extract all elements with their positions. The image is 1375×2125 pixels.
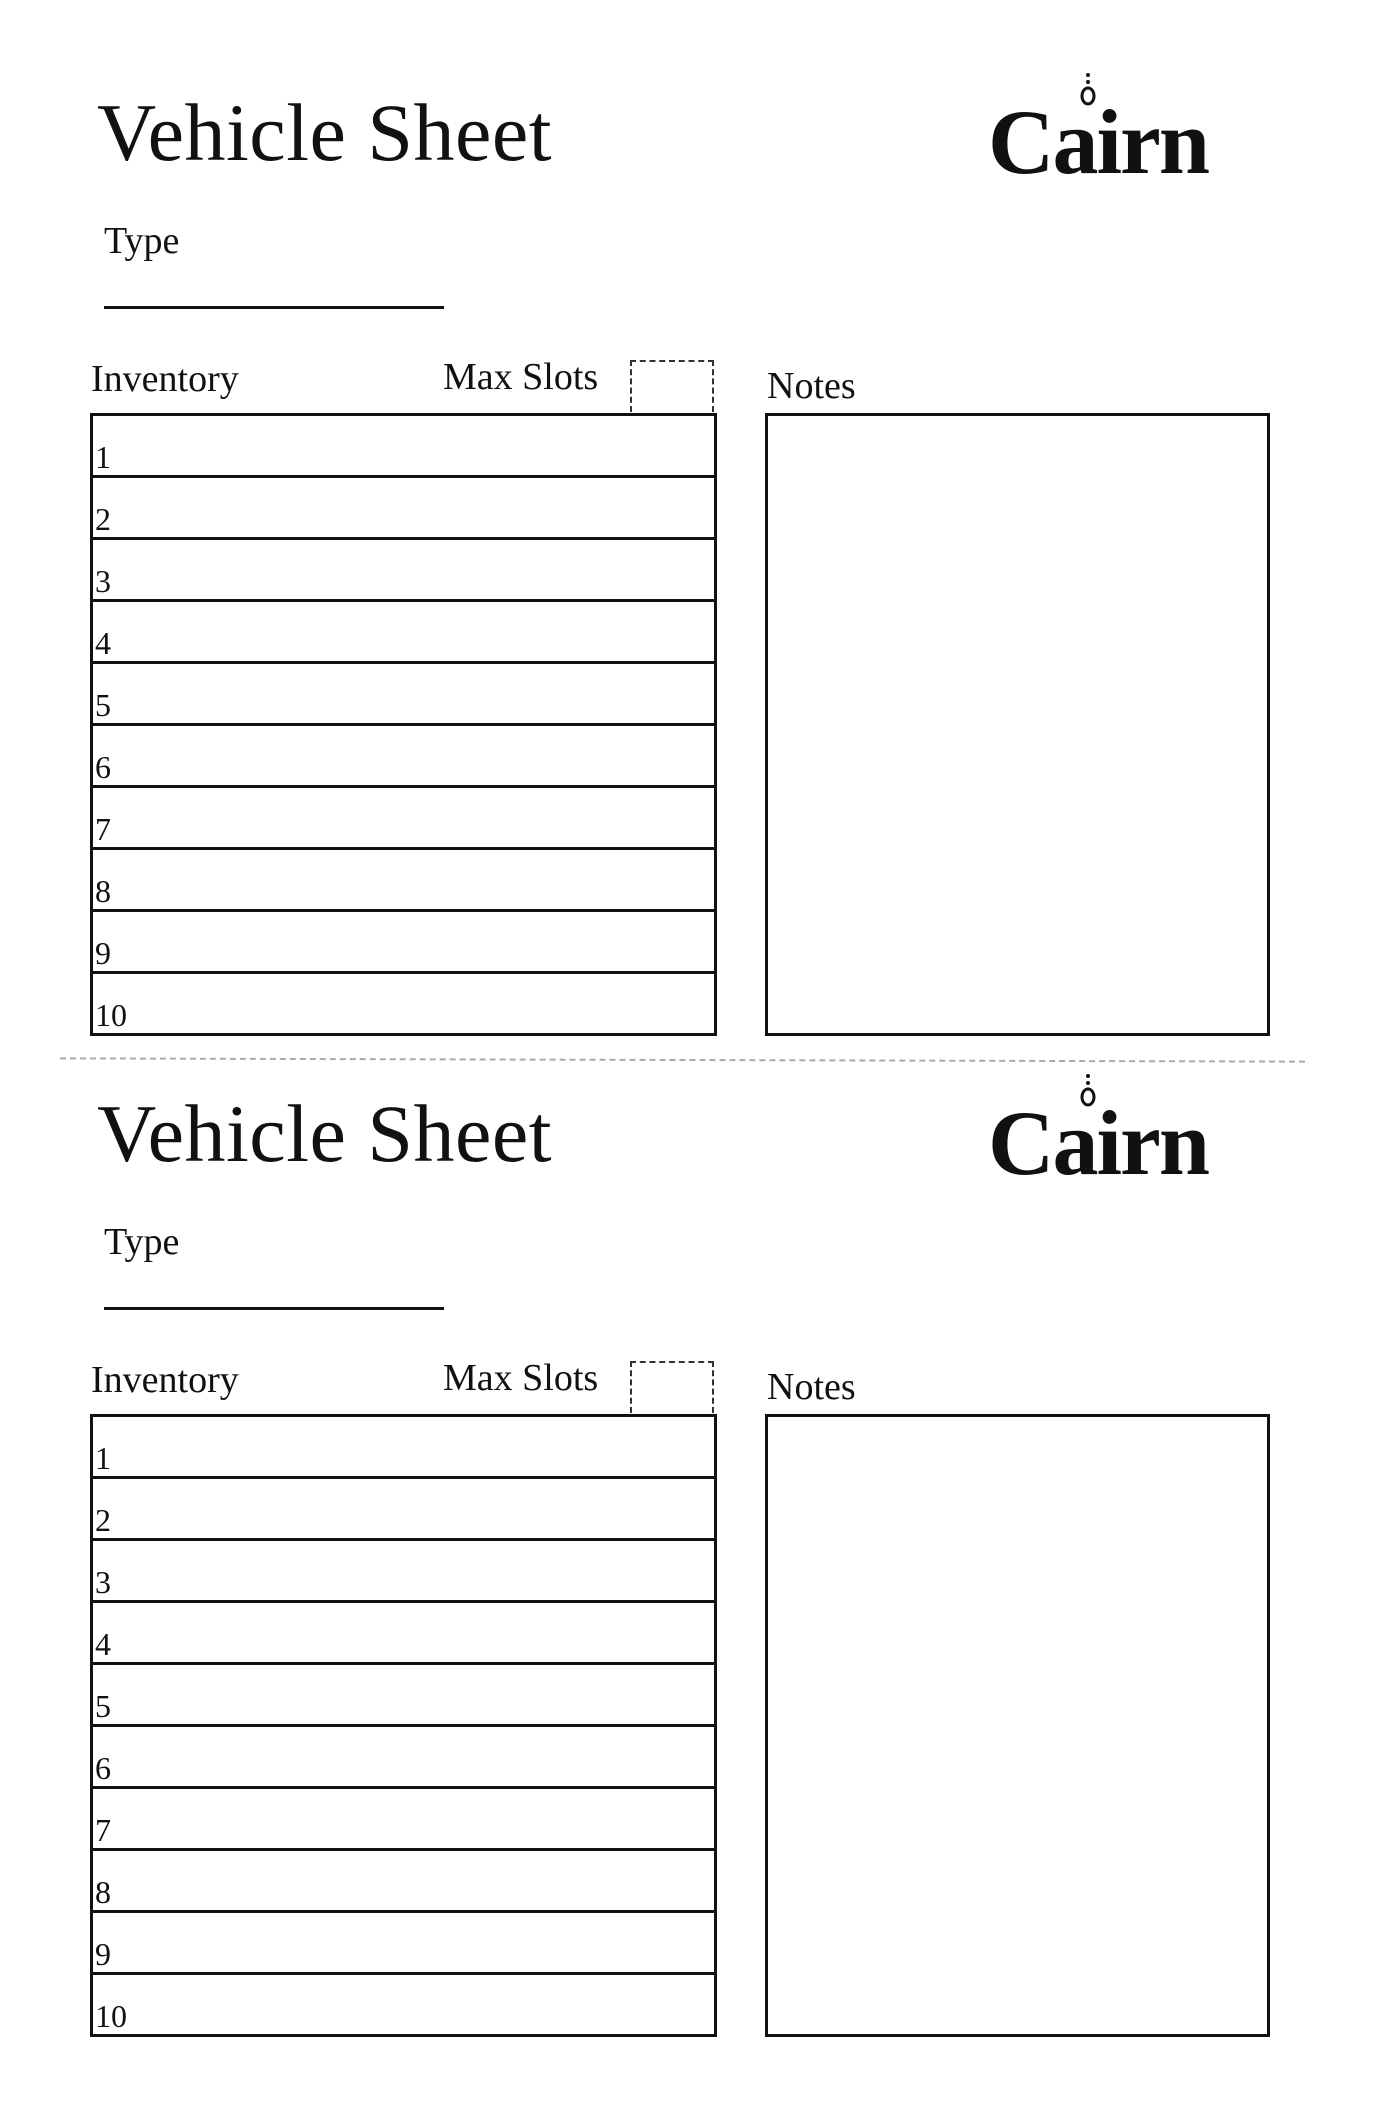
inventory-slot[interactable] xyxy=(93,416,714,478)
slot-number: 5 xyxy=(95,1688,111,1724)
inventory-slot[interactable] xyxy=(93,726,714,788)
slot-number: 8 xyxy=(95,873,111,909)
type-label: Type xyxy=(104,220,180,262)
slot-number: 4 xyxy=(95,625,111,661)
slot-number: 10 xyxy=(95,997,127,1033)
slot-number: 2 xyxy=(95,1502,111,1538)
slot-number: 6 xyxy=(95,1750,111,1786)
max-slots-field[interactable] xyxy=(630,360,714,412)
logo-text: Cairn xyxy=(988,1092,1208,1194)
max-slots-label: Max Slots xyxy=(443,1357,599,1399)
inventory-slot[interactable] xyxy=(93,1603,714,1665)
inventory-label: Inventory xyxy=(91,358,239,400)
notes-field[interactable] xyxy=(765,1414,1270,2037)
notes-label: Notes xyxy=(767,1366,856,1408)
inventory-label: Inventory xyxy=(91,1359,239,1401)
type-field[interactable] xyxy=(104,1307,444,1310)
cairn-logo xyxy=(988,72,1208,193)
sheet-title: Vehicle Sheet xyxy=(97,1088,553,1179)
inventory-slot[interactable] xyxy=(93,850,714,912)
max-slots-field[interactable] xyxy=(630,1361,714,1413)
inventory-slot[interactable] xyxy=(93,1727,714,1789)
cairn-logo xyxy=(988,1073,1208,1194)
inventory-slot[interactable] xyxy=(93,478,714,540)
slot-number: 3 xyxy=(95,563,111,599)
inventory-table xyxy=(90,413,717,1036)
inventory-slot[interactable] xyxy=(93,664,714,726)
type-label: Type xyxy=(104,1221,180,1263)
max-slots-label: Max Slots xyxy=(443,356,599,398)
notes-field[interactable] xyxy=(765,413,1270,1036)
inventory-slot[interactable] xyxy=(93,788,714,850)
inventory-slot[interactable] xyxy=(93,1541,714,1603)
inventory-slot[interactable] xyxy=(93,1665,714,1727)
inventory-slot[interactable] xyxy=(93,1789,714,1851)
inventory-table xyxy=(90,1414,717,2037)
inventory-slot[interactable] xyxy=(93,540,714,602)
slot-number: 1 xyxy=(95,1440,111,1476)
slot-number: 7 xyxy=(95,811,111,847)
inventory-slot[interactable] xyxy=(93,1417,714,1479)
slot-number: 8 xyxy=(95,1874,111,1910)
slot-number: 10 xyxy=(95,1998,127,2034)
slot-number: 3 xyxy=(95,1564,111,1600)
slot-number: 5 xyxy=(95,687,111,723)
slot-number: 7 xyxy=(95,1812,111,1848)
logo-text: Cairn xyxy=(988,91,1208,193)
sheet-title: Vehicle Sheet xyxy=(97,87,553,178)
vehicle-sheet-top xyxy=(0,0,1375,1033)
inventory-slot[interactable] xyxy=(93,1975,714,2034)
inventory-slot[interactable] xyxy=(93,1913,714,1975)
slot-number: 9 xyxy=(95,1936,111,1972)
slot-number: 4 xyxy=(95,1626,111,1662)
type-field[interactable] xyxy=(104,306,444,309)
notes-label: Notes xyxy=(767,365,856,407)
vehicle-sheet-bottom xyxy=(0,997,1375,2034)
inventory-slot[interactable] xyxy=(93,1479,714,1541)
inventory-slot[interactable] xyxy=(93,912,714,974)
slot-number: 2 xyxy=(95,501,111,537)
slot-number: 9 xyxy=(95,935,111,971)
slot-number: 1 xyxy=(95,439,111,475)
inventory-slot[interactable] xyxy=(93,1851,714,1913)
slot-number: 6 xyxy=(95,749,111,785)
inventory-slot[interactable] xyxy=(93,602,714,664)
